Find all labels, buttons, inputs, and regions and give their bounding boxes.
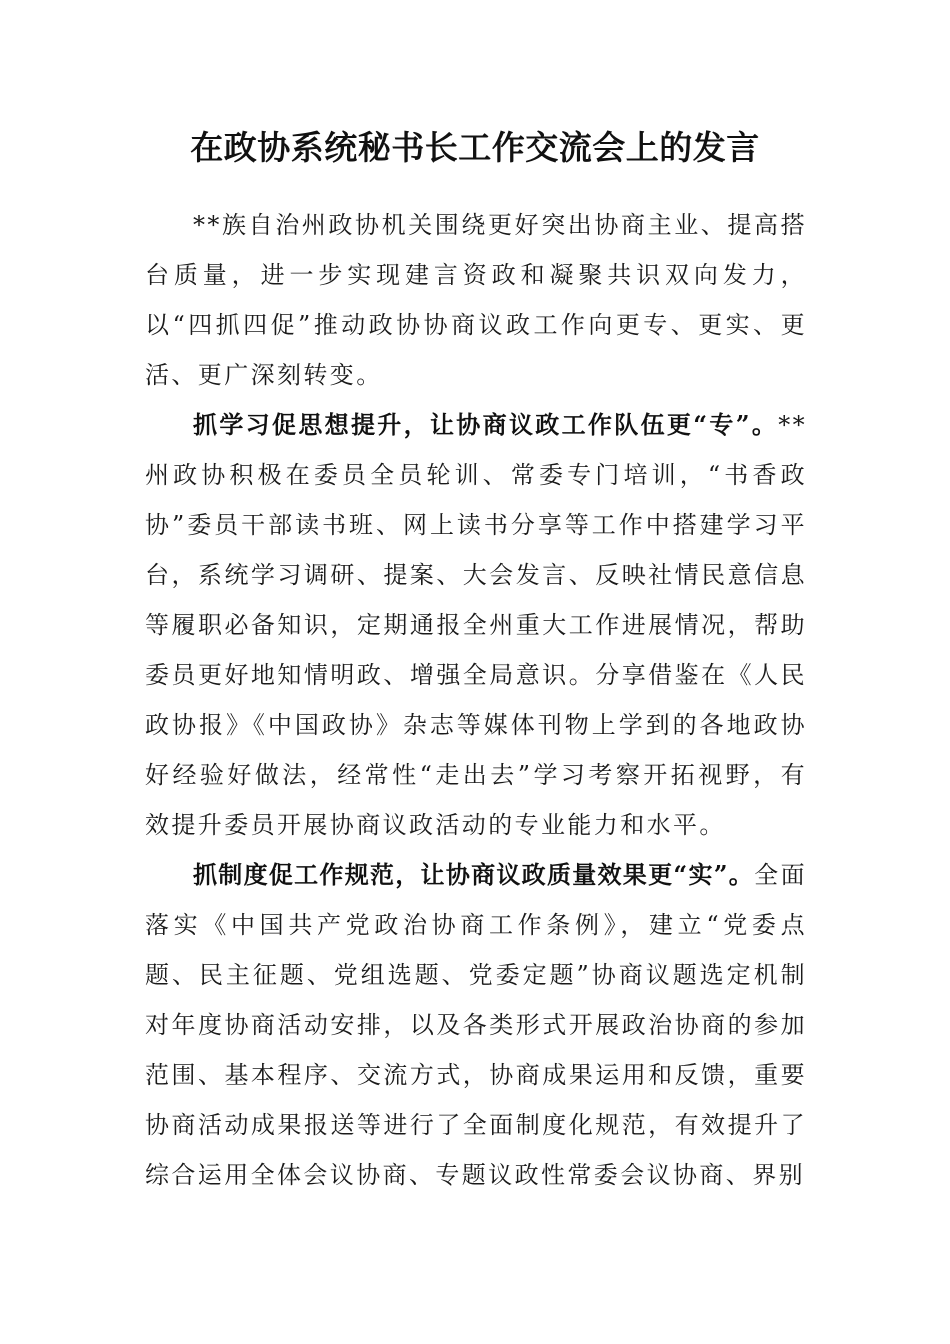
paragraph-study	[145, 400, 807, 850]
paragraph-study-heading: 抓学习促思想提升，让协商议政工作队伍更“专”。	[193, 410, 779, 439]
paragraph-system	[145, 850, 807, 1200]
paragraph-intro	[145, 200, 807, 400]
paragraph-system-heading: 抓制度促工作规范，让协商议政质量效果更“实”。	[193, 860, 755, 889]
paragraph-intro-text: **族自治州政协机关围绕更好突出协商主业、提高搭台质量，进一步实现建言资政和凝聚共识双向发力，以“四抓四促”推动政协协商议政工作向更专、更实、更活、更广深刻转变。	[145, 211, 807, 389]
paragraph-system-text: 全面落实《中国共产党政治协商工作条例》，建立“党委点题、民主征题、党组选题、党委定题”协商议题选定机制对年度协商活动安排，以及各类形式开展政治协商的参加范围、基本程序、交流方式，协商成果运用和反馈，重要协商活动成果报送等进行了全面制度化规范，有效提升了综合运用全体会议协商、专题议政性常委会议协商、界别	[145, 861, 807, 1189]
document-body	[145, 200, 807, 1200]
document-title: 在政协系统秘书长工作交流会上的发言	[190, 128, 760, 167]
paragraph-study-text: **州政协积极在委员全员轮训、常委专门培训，“书香政协”委员干部读书班、网上读书分享等工作中搭建学习平台，系统学习调研、提案、大会发言、反映社情民意信息等履职必备知识，定期通报全州重大工作进展情况，帮助委员更好地知情明政、增强全局意识。分享借鉴在《人民政协报》《中国政协》杂志等媒体刊物上学到的各地政协好经验好做法，经常性“走出去”学习考察开拓视野，有效提升委员开展协商议政活动的专业能力和水平。	[145, 411, 807, 839]
